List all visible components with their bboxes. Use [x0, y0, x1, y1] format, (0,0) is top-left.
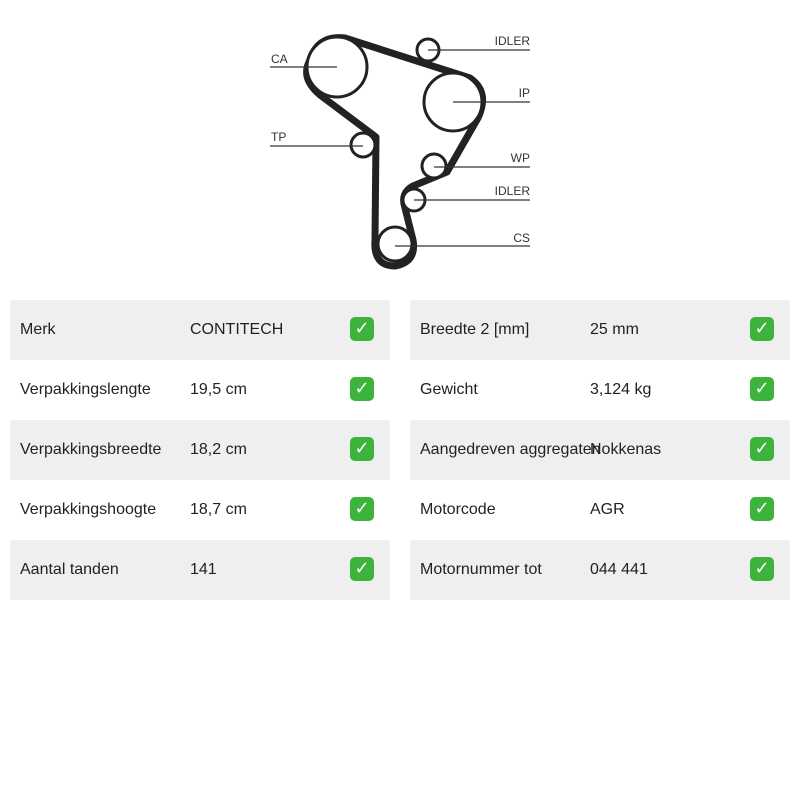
ca-label: CA — [271, 52, 288, 66]
ip-label: IP — [518, 86, 530, 100]
check-icon: ✓ — [350, 317, 374, 341]
spec-row — [10, 360, 390, 420]
spec-label: Merk — [20, 321, 56, 338]
check-icon: ✓ — [350, 497, 374, 521]
wp-pulley — [422, 154, 446, 178]
spec-row — [10, 300, 390, 360]
spec-row — [10, 540, 390, 600]
check-icon: ✓ — [350, 557, 374, 581]
spec-label: Motorcode — [420, 501, 496, 518]
spec-value: 141 — [190, 561, 217, 578]
tp-label: TP — [271, 130, 287, 144]
spec-value: AGR — [590, 501, 625, 518]
spec-value: 19,5 cm — [190, 381, 247, 398]
spec-label: Gewicht — [420, 381, 478, 398]
check-icon: ✓ — [750, 497, 774, 521]
spec-row — [410, 360, 790, 420]
idler-top-label: IDLER — [494, 34, 530, 48]
spec-value: 3,124 kg — [590, 381, 652, 398]
spec-label: Aantal tanden — [20, 561, 119, 578]
belt-routing-diagram — [0, 0, 800, 280]
spec-row — [410, 300, 790, 360]
cs-pulley — [378, 227, 412, 261]
idler-bottom-label: IDLER — [494, 184, 530, 198]
spec-label: Aangedreven aggregaten — [420, 441, 601, 458]
spec-label: Breedte 2 [mm] — [420, 321, 530, 338]
spec-label: Verpakkingshoogte — [20, 501, 157, 518]
specs-table-right — [410, 300, 790, 600]
specs-table-left — [10, 300, 390, 600]
check-icon: ✓ — [350, 437, 374, 461]
spec-value: CONTITECH — [190, 321, 284, 338]
cs-label: CS — [513, 231, 530, 245]
check-icon: ✓ — [750, 557, 774, 581]
check-icon: ✓ — [750, 317, 774, 341]
spec-row — [410, 540, 790, 600]
spec-value: 18,2 cm — [190, 441, 247, 458]
tp-pulley — [351, 133, 375, 157]
spec-row — [10, 480, 390, 540]
spec-value: 044 441 — [590, 561, 648, 578]
spec-row — [10, 420, 390, 480]
spec-value: Nokkenas — [590, 441, 662, 458]
spec-label: Verpakkingsbreedte — [20, 441, 162, 458]
spec-value: 18,7 cm — [190, 501, 247, 518]
check-icon: ✓ — [750, 437, 774, 461]
wp-label: WP — [510, 151, 530, 165]
check-icon: ✓ — [350, 377, 374, 401]
check-icon: ✓ — [750, 377, 774, 401]
spec-value: 25 mm — [590, 321, 639, 338]
spec-row — [410, 420, 790, 480]
spec-row — [410, 480, 790, 540]
spec-label: Motornummer tot — [420, 561, 542, 578]
spec-label: Verpakkingslengte — [20, 381, 151, 398]
